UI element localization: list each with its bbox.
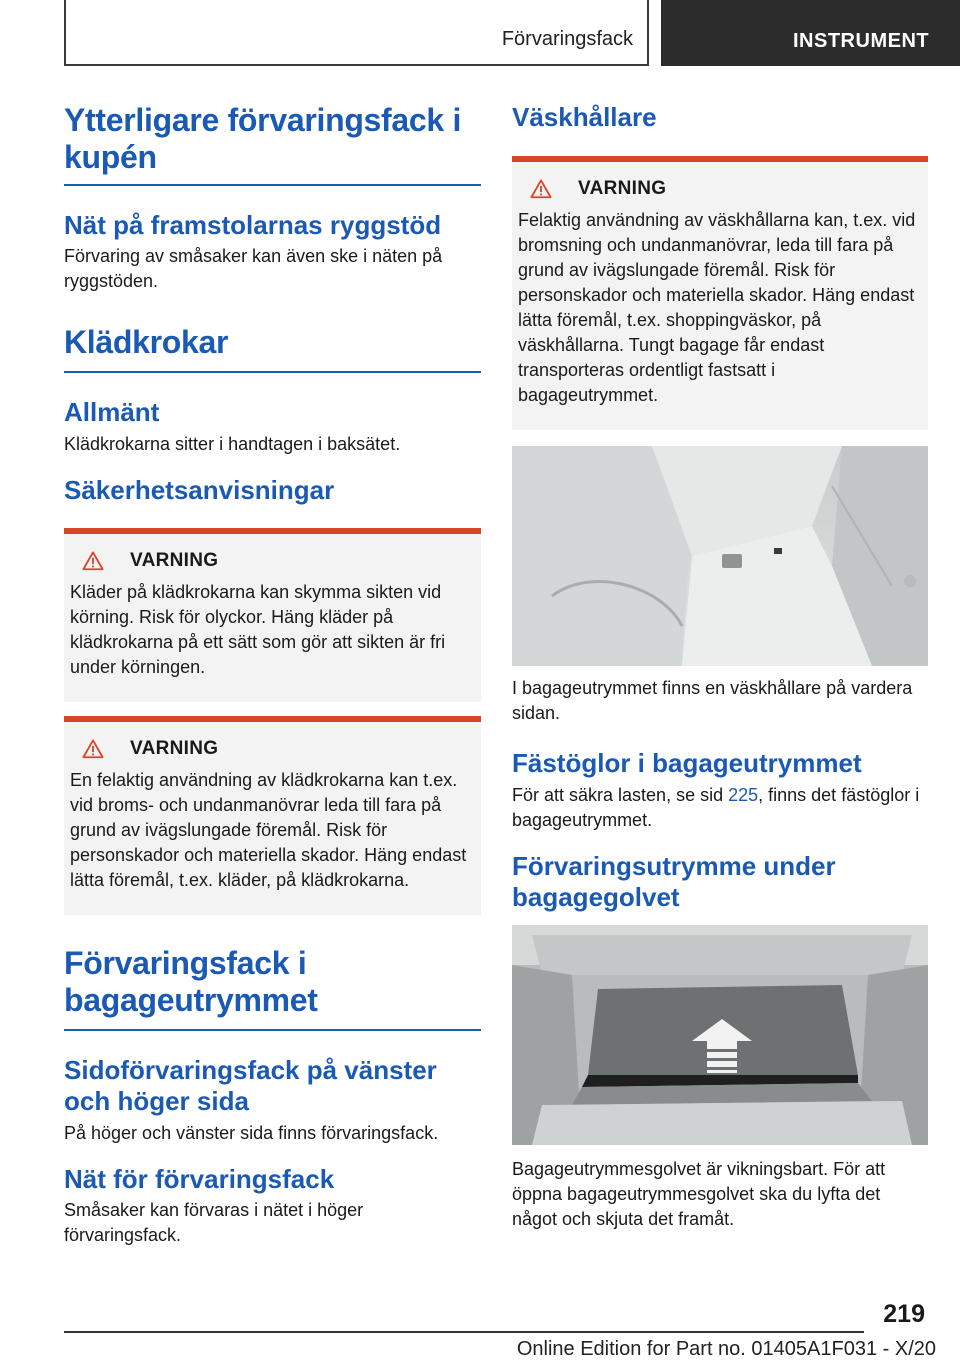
- warning-triangle-icon: [530, 178, 552, 200]
- footer-edition: Online Edition for Part no. 01405A1F031 - X/20: [516, 1338, 936, 1360]
- paragraph-tie-downs: [512, 783, 922, 833]
- paragraph-bag-hooks: [512, 676, 917, 726]
- heading-rule: [64, 371, 481, 373]
- header-chapter-box: [661, 0, 960, 66]
- page-number: 219: [883, 1300, 925, 1328]
- right-column: [512, 102, 928, 1232]
- header-section-title: Förvaringsfack: [501, 28, 633, 50]
- warning-header: [530, 176, 918, 202]
- heading-general: Allmänt: [64, 397, 160, 427]
- heading-bag-hooks: Väskhållare: [512, 102, 657, 132]
- heading-safety: Säkerhetsanvisningar: [64, 475, 335, 505]
- warning-triangle-icon: [82, 550, 104, 572]
- heading-rule: [64, 1029, 481, 1031]
- paragraph-general: Klädkrokarna sitter i handtagen i baksätet.: [64, 434, 401, 454]
- warning-box-3: [512, 156, 928, 430]
- bag-hook-photo: [512, 446, 928, 666]
- heading-rule: [64, 184, 481, 186]
- warning-header: [82, 548, 471, 574]
- header-chapter-title: INSTRUMENT: [793, 30, 930, 52]
- page-header: [0, 0, 960, 66]
- paragraph-storage-net: Småsaker kan förvaras i nätet i höger förvaringsfack.: [64, 1200, 364, 1245]
- paragraph-bag-hooks-text: I bagageutrymmet finns en väskhållare på vardera sidan.: [512, 678, 913, 723]
- warning-box-1: [64, 528, 481, 702]
- warning-title: VARNING: [578, 178, 667, 199]
- footer-rule: [64, 1331, 864, 1333]
- heading-trunk-storage: Förvaringsfack i bagageutrymmet: [64, 945, 318, 1018]
- paragraph-seat-net: Förvaring av småsaker kan även ske i näten på ryggstöden.: [64, 246, 443, 291]
- heading-coat-hooks: Klädkrokar: [64, 324, 229, 360]
- paragraph-underfloor-storage: Bagageutrymmesgolvet är vikningsbart. För att öppna bagageutrymmesgolvet ska du lyfta det något och skjuta det framåt.: [512, 1159, 886, 1229]
- paragraph-tie-downs-before: För att säkra lasten, se sid: [512, 785, 729, 805]
- warning-text: Kläder på klädkrokarna kan skymma sikten vid körning. Risk för olyckor. Häng kläder på klädkrokarna på ett sätt som gör att sikten är fri under körningen.: [70, 582, 446, 677]
- paragraph-side-storage: På höger och vänster sida finns förvaringsfack.: [64, 1123, 439, 1143]
- warning-text: En felaktig användning av klädkrokarna kan t.ex. vid broms- och undanmanövrar leda till fara på grund av ivägslungade föremål. Risk för personskador och materiella skador. Häng endast lätta föremål, t.ex. kläder, på klädkrokarna.: [70, 770, 467, 890]
- warning-text: Felaktig användning av väskhållarna kan, t.ex. vid bromsning och undanmanövrar, leda till fara på grund av ivägslungade föremål. Risk för personskador och materiella skador. Häng endast lätta föremål, t.ex. shoppingväskor, på väskhållarna. Tungt bagage får endast transporteras ordentligt fastsatt i bagageutrymmet.: [518, 210, 916, 405]
- heading-seat-net: Nät på framstolarnas ryggstöd: [64, 210, 442, 240]
- page-reference-link[interactable]: 225: [728, 785, 759, 805]
- heading-side-storage: Sidoförvaringsfack på vänster och höger sida: [64, 1055, 437, 1116]
- heading-storage-net: Nät för förvaringsfack: [64, 1164, 335, 1194]
- warning-box-2: [64, 716, 481, 915]
- heading-underfloor-storage: Förvaringsutrymme under bagagegolvet: [512, 851, 836, 912]
- warning-triangle-icon: [82, 738, 104, 760]
- warning-title: VARNING: [130, 550, 219, 571]
- left-column: [64, 102, 481, 1248]
- heading-tie-downs: Fästöglor i bagageutrymmet: [512, 748, 862, 778]
- cargo-floor-photo: [512, 925, 928, 1145]
- warning-header: [82, 736, 471, 762]
- paragraph-tie-downs-after: , finns det fästöglor i bagageutrymmet.: [512, 785, 920, 830]
- warning-title: VARNING: [130, 738, 219, 759]
- heading-extra-storage: Ytterligare förvaringsfack i kupén: [64, 102, 462, 175]
- header-section-box: [64, 0, 649, 66]
